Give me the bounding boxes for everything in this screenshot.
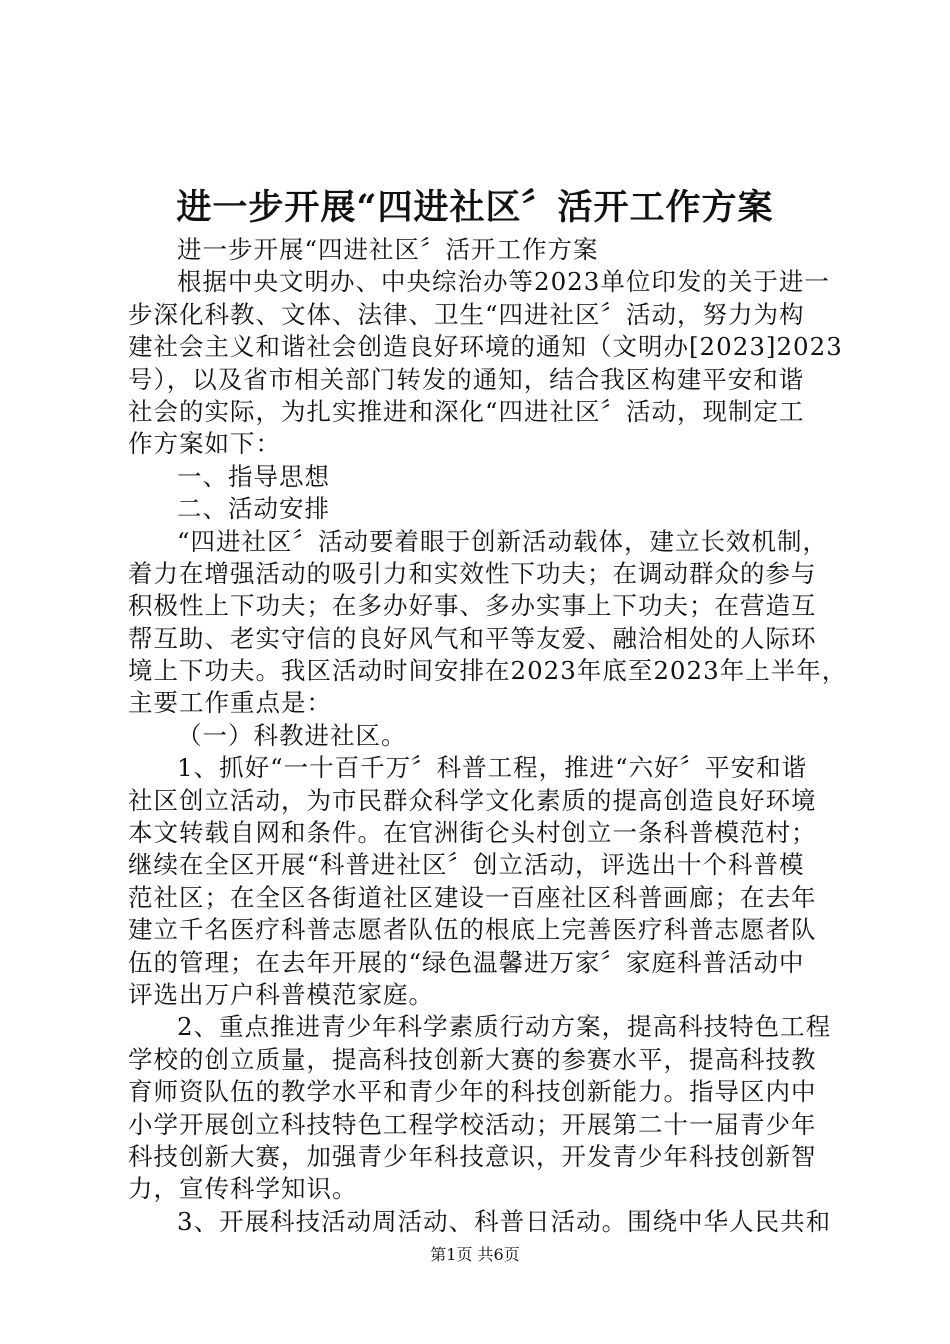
text-line: 帮互助、老实守信的良好风气和平等友爱、融洽相处的人际环	[128, 623, 817, 653]
text-line: 继续在全区开展“科普进社区〞创立活动，评选出十个科普模	[128, 850, 805, 880]
document-title: 进一步开展“四进社区〞活开工作方案	[176, 187, 774, 228]
text-line: 着力在增强活动的吸引力和实效性下功夫；在调动群众的参与	[128, 558, 817, 588]
text-line: 作方案如下：	[128, 429, 281, 459]
text-line: 育师资队伍的教学水平和青少年的科技创新能力。指导区内中	[128, 1077, 817, 1107]
text-line: 评选出万户科普模范家庭。	[128, 979, 434, 1009]
text-line: 步深化科教、文体、法律、卫生“四进社区〞活动，努力为构	[128, 299, 805, 329]
text-line: 学校的创立质量，提高科技创新大赛的参赛水平，提高科技教	[128, 1044, 817, 1074]
text-line: 伍的管理；在去年开展的“绿色温馨进万家〞家庭科普活动中	[128, 947, 805, 977]
text-line: 本文转载自网和条件。在官洲街仑头村创立一条科普模范村；	[128, 818, 817, 848]
text-line: 社会的实际，为扎实推进和深化“四进社区〞活动，现制定工	[128, 396, 805, 426]
text-line: 一、指导思想	[177, 461, 330, 491]
text-line: 1、抓好“一十百千万〞科普工程，推进“六好〞平安和谐	[177, 753, 808, 783]
text-line: 建立千名医疗科普志愿者队伍的根底上完善医疗科普志愿者队	[128, 915, 817, 945]
text-line: 根据中央文明办、中央综治办等2023单位印发的关于进一	[177, 267, 830, 297]
text-line: 2、重点推进青少年科学素质行动方案，提高科技特色工程	[177, 1012, 832, 1042]
text-line: 主要工作重点是：	[128, 688, 332, 718]
text-line: 小学开展创立科技特色工程学校活动；开展第二十一届青少年	[128, 1109, 817, 1139]
page-footer: 第1页 共6页	[430, 1245, 520, 1264]
document-body	[128, 234, 848, 1238]
text-line: 科技创新大赛，加强青少年科技意识，开发青少年科技创新智	[128, 1141, 817, 1171]
text-line: 二、活动安排	[177, 494, 330, 524]
text-line: 建社会主义和谐社会创造良好环境的通知（文明办[2023]2023	[128, 332, 843, 362]
text-line: 范社区；在全区各街道社区建设一百座社区科普画廊；在去年	[128, 882, 817, 912]
text-line: 境上下功夫。我区活动时间安排在2023年底至2023年上半年，	[128, 656, 848, 686]
text-line: 进一步开展“四进社区〞活开工作方案	[177, 235, 599, 264]
text-line: 积极性上下功夫；在多办好事、多办实事上下功夫；在营造互	[128, 591, 817, 621]
text-line: “四进社区〞活动要着眼于创新活动载体，建立长效机制，	[177, 526, 829, 556]
text-line: 社区创立活动，为市民群众科学文化素质的提高创造良好环境	[128, 785, 817, 815]
text-line: （一）科教进社区。	[177, 720, 407, 750]
text-line: 力，宣传科学知识。	[128, 1174, 358, 1204]
text-line: 号），以及省市相关部门转发的通知，结合我区构建平安和谐	[128, 364, 805, 394]
text-line: 3、开展科技活动周活动、科普日活动。围绕中华人民共和	[177, 1206, 832, 1236]
